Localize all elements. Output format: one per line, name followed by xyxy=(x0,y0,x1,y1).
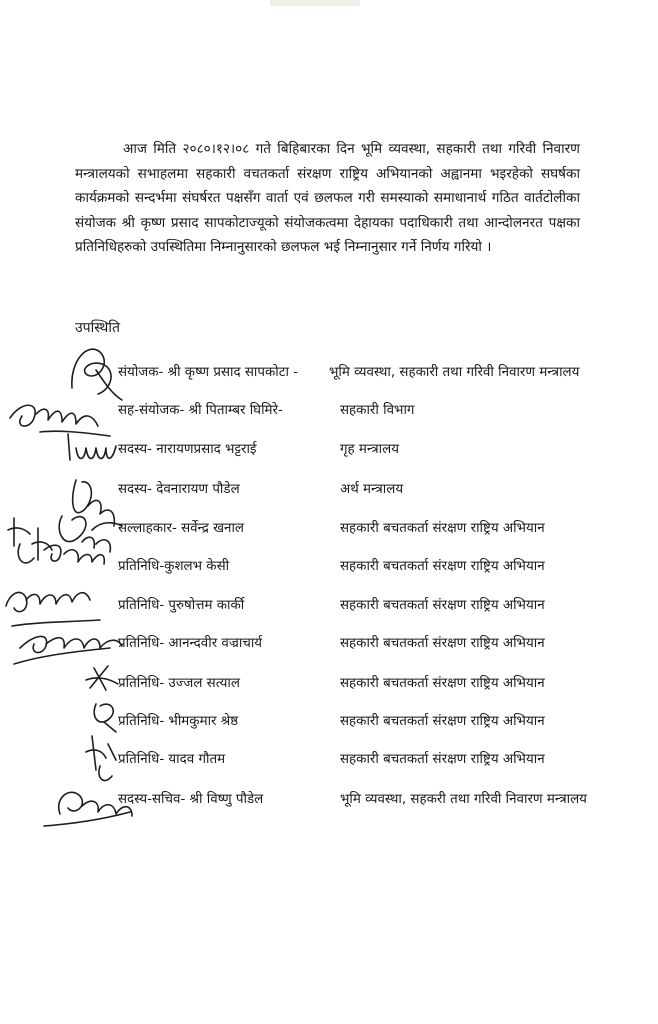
attendee-organization: सहकारी बचतकर्ता संरक्षण राष्ट्रिय अभियान xyxy=(340,714,545,729)
attendee-row xyxy=(0,633,658,657)
attendee-organization: गृह मन्त्रालय xyxy=(340,442,399,457)
attendee-organization: सहकारी बचतकर्ता संरक्षण राष्ट्रिय अभियान xyxy=(340,598,545,613)
attendee-role-name: सदस्य- देवनारायण पौडेल xyxy=(118,482,240,497)
attendee-organization: सहकारी विभाग xyxy=(340,403,415,418)
scan-artifact xyxy=(270,0,360,6)
attendance-heading: उपस्थिति xyxy=(75,320,120,336)
attendee-row xyxy=(0,556,658,580)
attendee-role-name: प्रतिनिधि- आनन्दवीर वज्राचार्य xyxy=(118,636,263,651)
attendee-row xyxy=(0,711,658,735)
attendee-organization: सहकारी बचतकर्ता संरक्षण राष्ट्रिय अभियान xyxy=(340,676,545,691)
attendee-row xyxy=(0,749,658,773)
attendee-row xyxy=(0,789,658,813)
attendee-organization: भूमि व्यवस्था, सहकारी तथा गरिवी निवारण मन्त्रालय xyxy=(329,365,580,380)
attendee-organization: भूमि व्यवस्था, सहकरी तथा गरिवी निवारण मन्त्रालय xyxy=(340,792,587,807)
attendee-organization: सहकारी बचतकर्ता संरक्षण राष्ट्रिय अभियान xyxy=(340,559,545,574)
attendee-row xyxy=(0,673,658,697)
attendee-role-name: प्रतिनिधि- भीमकुमार श्रेष्ठ xyxy=(118,714,239,729)
attendee-organization: अर्थ मन्त्रालय xyxy=(340,482,404,497)
attendee-role-name: संयोजक- श्री कृष्ण प्रसाद सापकोटा - xyxy=(118,365,299,380)
attendee-organization: सहकारी बचतकर्ता संरक्षण राष्ट्रिय अभियान xyxy=(340,636,545,651)
attendee-role-name: प्रतिनिधि-कुशलभ केसी xyxy=(118,559,230,574)
attendee-role-name: सदस्य-सचिव- श्री विष्णु पौडेल xyxy=(118,792,264,807)
attendee-row xyxy=(0,595,658,619)
attendee-role-name: सल्लाहकार- सर्वेन्द्र खनाल xyxy=(118,521,244,536)
attendee-role-name: प्रतिनिधि- उज्जल सत्याल xyxy=(118,676,240,691)
attendee-row xyxy=(0,479,658,503)
attendee-row xyxy=(0,518,658,542)
attendee-organization: सहकारी बचतकर्ता संरक्षण राष्ट्रिय अभियान xyxy=(340,521,545,536)
attendee-role-name: सदस्य- नारायणप्रसाद भट्टराई xyxy=(118,442,257,457)
attendee-row xyxy=(0,400,658,424)
attendee-role-name: सह-संयोजक- श्री पिताम्बर घिमिरे- xyxy=(118,403,283,418)
attendee-row xyxy=(0,362,658,386)
attendee-row xyxy=(0,439,658,463)
intro-paragraph xyxy=(75,137,580,260)
intro-text: आज मिति २०८०।१२।०८ गते बिहिबारका दिन भूमि व्यवस्था, सहकारी तथा गरिवी निवारण मन्त्रालयको सभाहलमा सहकारी वचतकर्ता संरक्षण राष्ट्रिय अभियानको अह्वानमा भइरहेको सघर्षका कार्यक्रमको सन्दर्भमा संघर्षरत पक्षसँग वार्ता एवं छलफल गरी समस्याको समाधानार्थ गठित वार्तटोलीका संयोजक श्री कृष्ण प्रसाद सापकोटाज्यूको संयोजकत्वमा देहायका पदाधिकारी तथा आन्दोलनरत पक्षका प्रतिनिधिहरुको उपस्थितिमा निम्नानुसारको छलफल भई निम्नानुसार गर्ने निर्णय गरियो । xyxy=(75,141,580,256)
attendee-role-name: प्रतिनिधि- पुरुषोत्तम कार्की xyxy=(118,598,245,613)
attendee-organization: सहकारी बचतकर्ता संरक्षण राष्ट्रिय अभियान xyxy=(340,752,545,767)
attendee-role-name: प्रतिनिधि- यादव गौतम xyxy=(118,752,226,767)
